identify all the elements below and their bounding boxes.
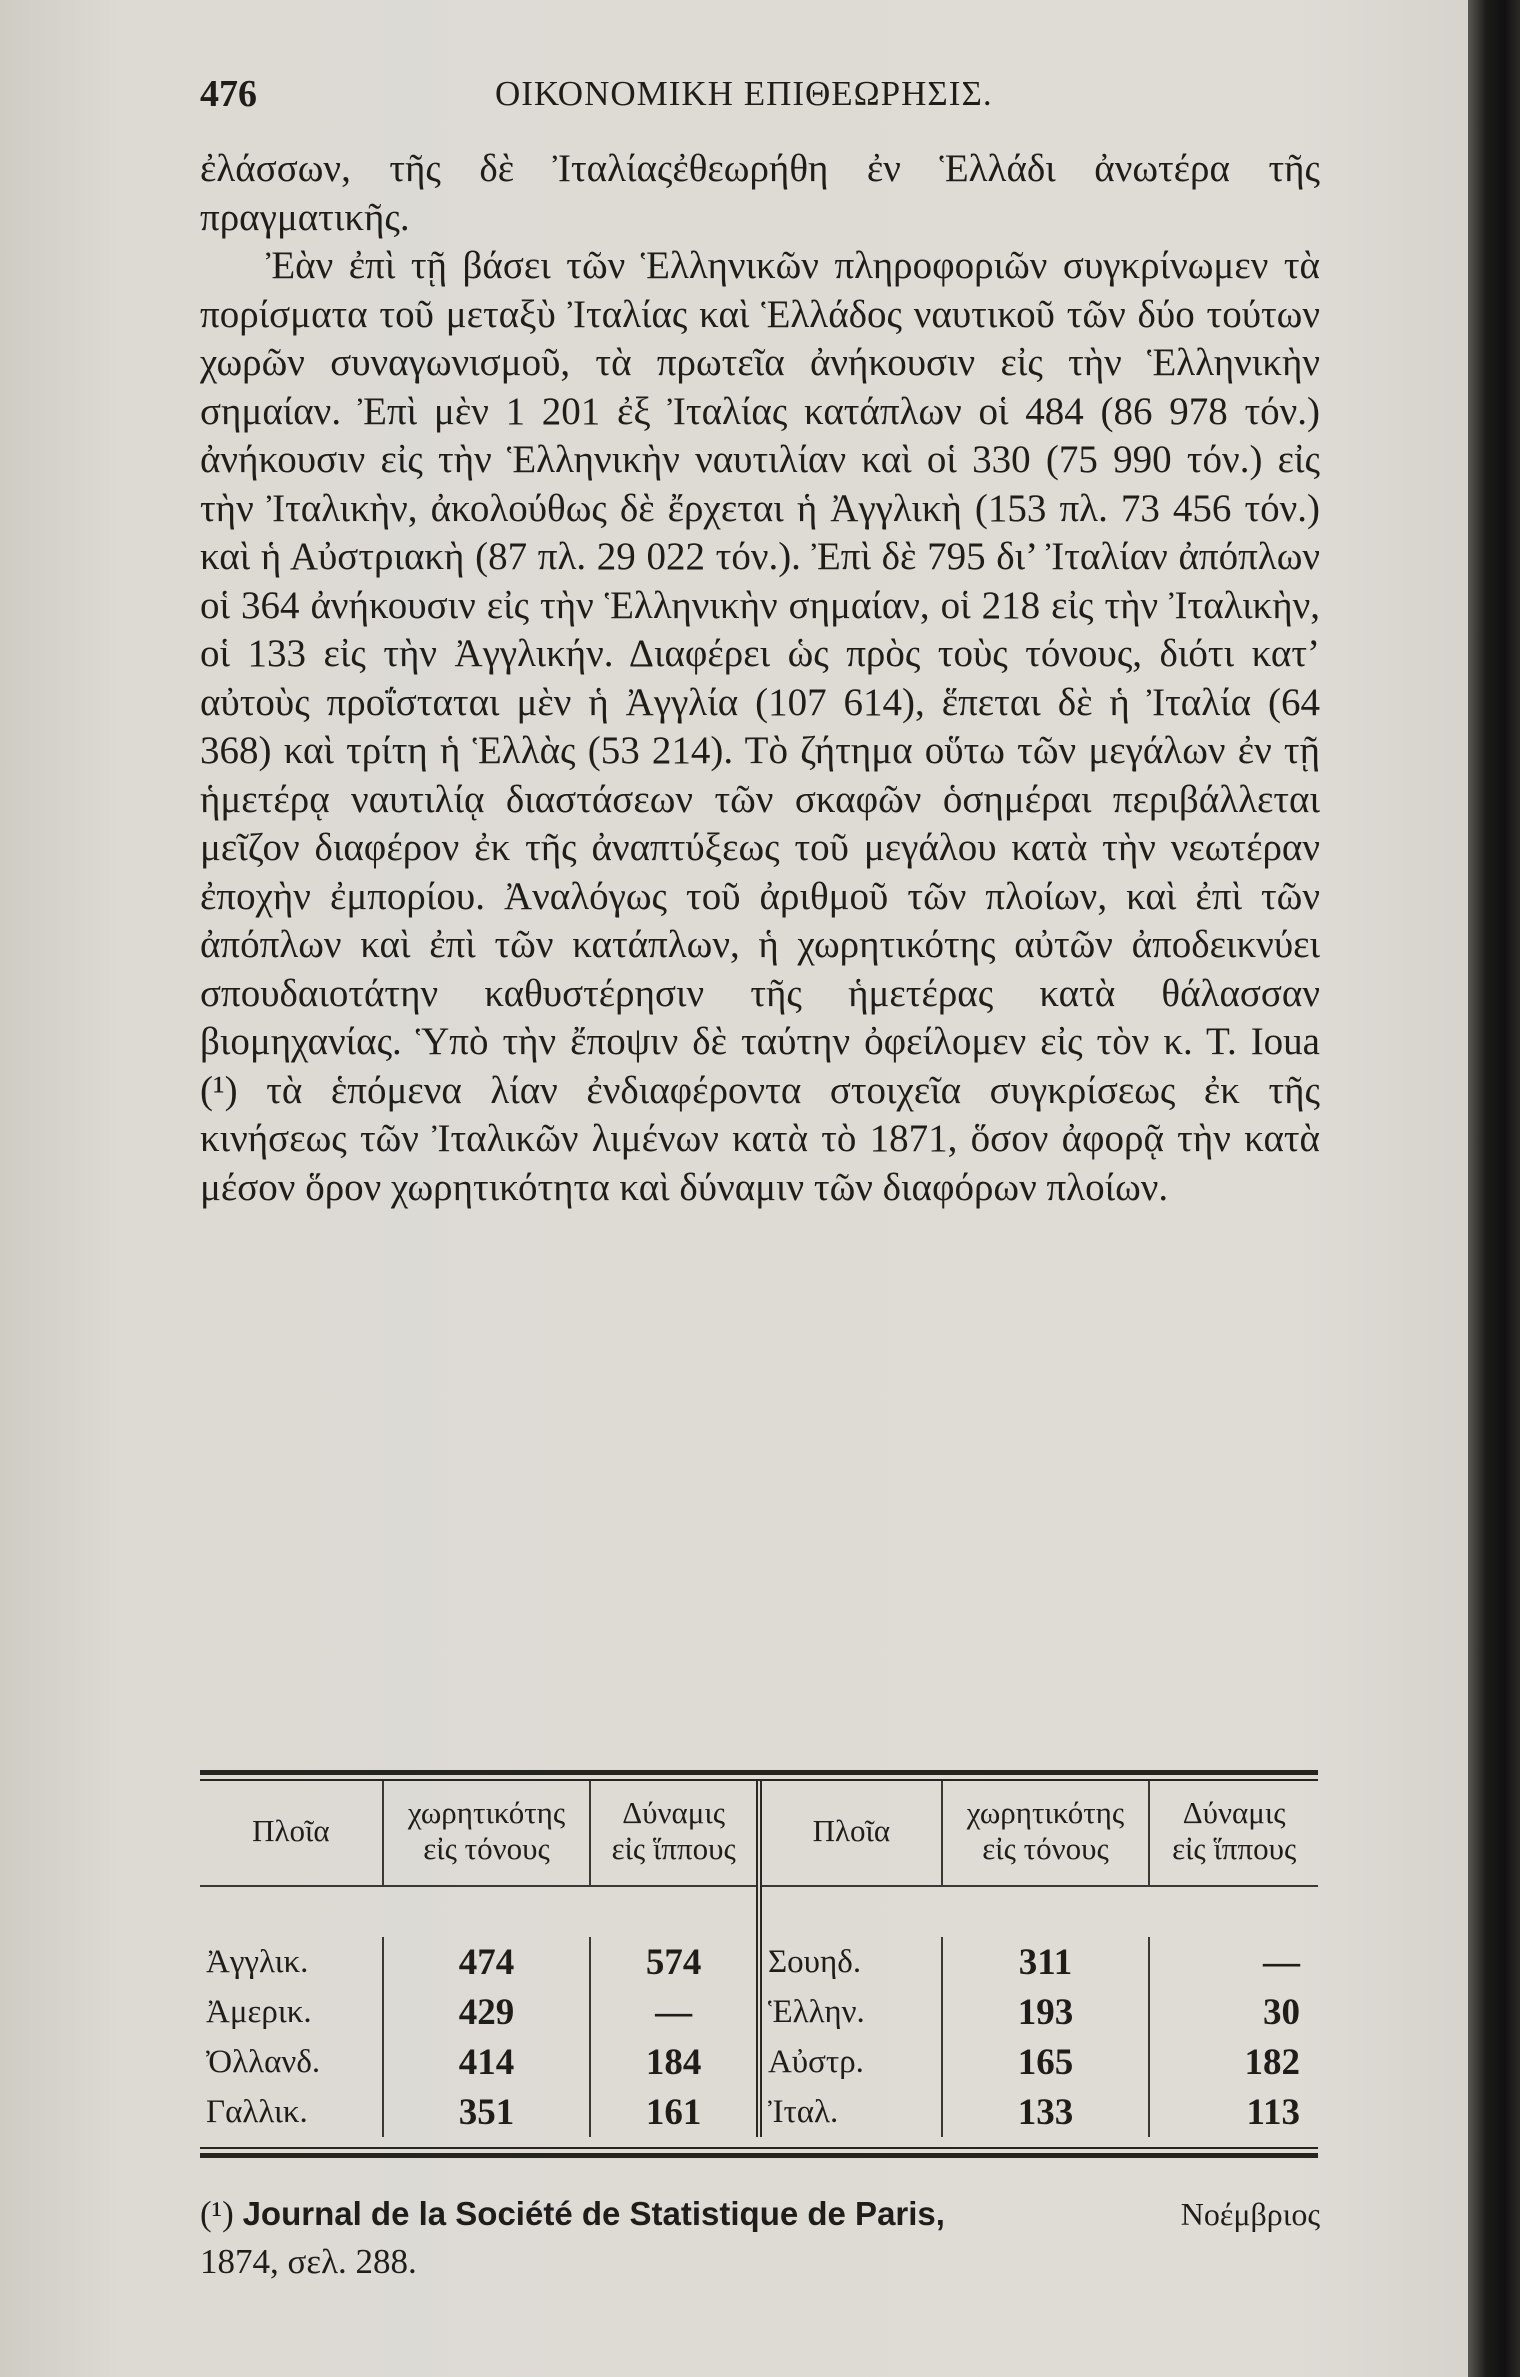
ship-name: Ὀλλανδ.	[206, 2043, 321, 2080]
table-header-row	[200, 1781, 1318, 1886]
ships-table	[200, 1781, 1318, 2137]
header-power-line2: εἰς ἵππους	[1172, 1831, 1297, 1866]
ship-name: Αὐστρ.	[759, 2037, 942, 2087]
footnote-line-1	[200, 2190, 1320, 2238]
page-header	[200, 72, 1310, 132]
footnote-month: Νοέμβριος	[1180, 2196, 1320, 2232]
header-power-line1: Δύναμις	[622, 1795, 726, 1830]
table-row	[200, 2037, 1318, 2087]
table-row	[200, 1987, 1318, 2037]
power-value: 113	[1149, 2087, 1318, 2137]
page-edge-shadow	[1468, 0, 1520, 2377]
page-number: 476	[200, 73, 257, 115]
header-tonnage-line2: εἰς τόνους	[423, 1831, 550, 1866]
footnote-marker-text: (¹)	[200, 2194, 234, 2233]
paragraph-1: ἐλάσσων, τῆς δὲ Ἰταλίαςἐθεωρήθη ἐν Ἑλλάδι ἀνωτέρα τῆς πραγματικῆς.	[200, 147, 1320, 239]
footnote	[200, 2190, 1320, 2286]
table-bottom-rule	[200, 2153, 1318, 2158]
running-head: ΟΙΚΟΝΟΜΙΚΗ ΕΠΙΘΕΩΡΗΣΙΣ.	[495, 74, 993, 113]
header-tonnage-left	[383, 1781, 591, 1886]
header-power-line2: εἰς ἵππους	[611, 1831, 736, 1866]
table-row	[200, 1937, 1318, 1987]
header-ships-right: Πλοῖα	[759, 1781, 942, 1886]
tonnage-value: 193	[942, 1987, 1150, 2037]
header-ships-left: Πλοῖα	[252, 1813, 330, 1848]
power-value: 574	[590, 1937, 759, 1987]
header-power-line1: Δύναμις	[1182, 1795, 1286, 1830]
ship-name: Ἑλλην.	[759, 1987, 942, 2037]
power-value: 182	[1149, 2037, 1318, 2087]
tonnage-value: 311	[942, 1937, 1150, 1987]
table-row	[200, 2087, 1318, 2137]
header-power-right	[1149, 1781, 1318, 1886]
power-value: 30	[1149, 1987, 1318, 2037]
table-row	[200, 1886, 1318, 1937]
power-value: —	[1149, 1937, 1318, 1987]
ship-name: Γαλλικ.	[206, 2093, 308, 2130]
tonnage-table	[200, 1770, 1318, 2158]
power-value: 184	[590, 2037, 759, 2087]
header-tonnage-line1: χωρητικότης	[966, 1795, 1125, 1830]
tonnage-value: 165	[942, 2037, 1150, 2087]
table-top-rule	[200, 1770, 1318, 1775]
power-value: 161	[590, 2087, 759, 2137]
header-power-left	[590, 1781, 759, 1886]
tonnage-value: 474	[383, 1937, 591, 1987]
table-bottom-rule-thin	[200, 2147, 1318, 2149]
ship-name: Ἀγγλικ.	[206, 1943, 309, 1980]
tonnage-value: 414	[383, 2037, 591, 2087]
ship-name: Σουηδ.	[759, 1937, 942, 1987]
power-value: —	[590, 1987, 759, 2037]
footnote-citation: 1874, σελ. 288.	[200, 2242, 417, 2281]
tonnage-value: 429	[383, 1987, 591, 2037]
ship-name: Ἰταλ.	[759, 2087, 942, 2137]
footnote-journal: Journal de la Société de Statistique de Paris,	[242, 2195, 945, 2232]
tonnage-value: 133	[942, 2087, 1150, 2137]
ship-name: Ἀμερικ.	[206, 1993, 312, 2030]
tonnage-value: 351	[383, 2087, 591, 2137]
paragraph-2: Ἐὰν ἐπὶ τῇ βάσει τῶν Ἑλληνικῶν πληροφοριῶν συγκρίνωμεν τὰ πορίσματα τοῦ μεταξὺ Ἰταλίας καὶ Ἑλλάδος ναυτικοῦ τῶν δύο τούτων χωρῶν συναγωνισμοῦ, τὰ πρωτεῖα ἀνήκουσιν εἰς τὴν Ἑλληνικὴν σημαίαν. Ἐπὶ μὲν 1 201 ἐξ Ἰταλίας κατάπλων οἱ 484 (86 978 τόν.) ἀνήκουσιν εἰς τὴν Ἑλληνικὴν ναυτιλίαν καὶ οἱ 330 (75 990 τόν.) εἰς τὴν Ἰταλικὴν, ἀκολούθως δὲ ἔρχεται ἡ Ἀγγλικὴ (153 πλ. 73 456 τόν.) καὶ ἡ Αὐστριακὴ (87 πλ. 29 022 τόν.). Ἐπὶ δὲ 795 δι’ Ἰταλίαν ἀπόπλων οἱ 364 ἀνήκουσιν εἰς τὴν Ἑλληνικὴν σημαίαν, οἱ 218 εἰς τὴν Ἰταλικὴν, οἱ 133 εἰς τὴν Ἀγγλικήν. Διαφέρει ὡς πρὸς τοὺς τόνους, διότι κατ’ αὐτοὺς προΐσταται μὲν ἡ Ἀγγλία (107 614), ἕπεται δὲ ἡ Ἰταλία (64 368) καὶ τρίτη ἡ Ἑλλὰς (53 214). Τὸ ζήτημα οὕτω τῶν μεγάλων ἐν τῇ ἡμετέρᾳ ναυτιλίᾳ διαστάσεων τῶν σκαφῶν ὁσημέραι περιβάλλεται μεῖζον διαφέρον ἐκ τῆς ἀναπτύξεως τοῦ μεγάλου κατὰ τὴν νεωτέραν ἐποχὴν ἐμπορίου. Ἀναλόγως τοῦ ἀριθμοῦ τῶν πλοίων, καὶ ἐπὶ τῶν ἀπόπλων καὶ ἐπὶ τῶν κατάπλων, ἡ χωρητικότης αὐτῶν ἀποδεικνύει σπουδαιοτάτην καθυστέρησιν τῆς ἡμετέρας κατὰ θάλασσαν βιομηχανίας. Ὑπὸ τὴν ἔποψιν δὲ ταύτην ὀφείλομεν εἰς τὸν κ. Τ. Ιoua (¹) τὰ ἑπόμενα λίαν ἐνδιαφέροντα στοιχεῖα συγκρίσεως ἐκ τῆς κινήσεως τῶν Ἰταλικῶν λιμένων κατὰ τὸ 1871, ὅσον ἀφορᾷ τὴν κατὰ μέσον ὅρον χωρητικότητα καὶ δύναμιν τῶν διαφόρων πλοίων.	[200, 244, 1320, 1209]
footnote-marker	[200, 2190, 945, 2238]
body-text	[200, 145, 1320, 1212]
header-tonnage-line2: εἰς τόνους	[982, 1831, 1109, 1866]
header-tonnage-line1: χωρητικότης	[407, 1795, 566, 1830]
header-tonnage-right	[942, 1781, 1150, 1886]
